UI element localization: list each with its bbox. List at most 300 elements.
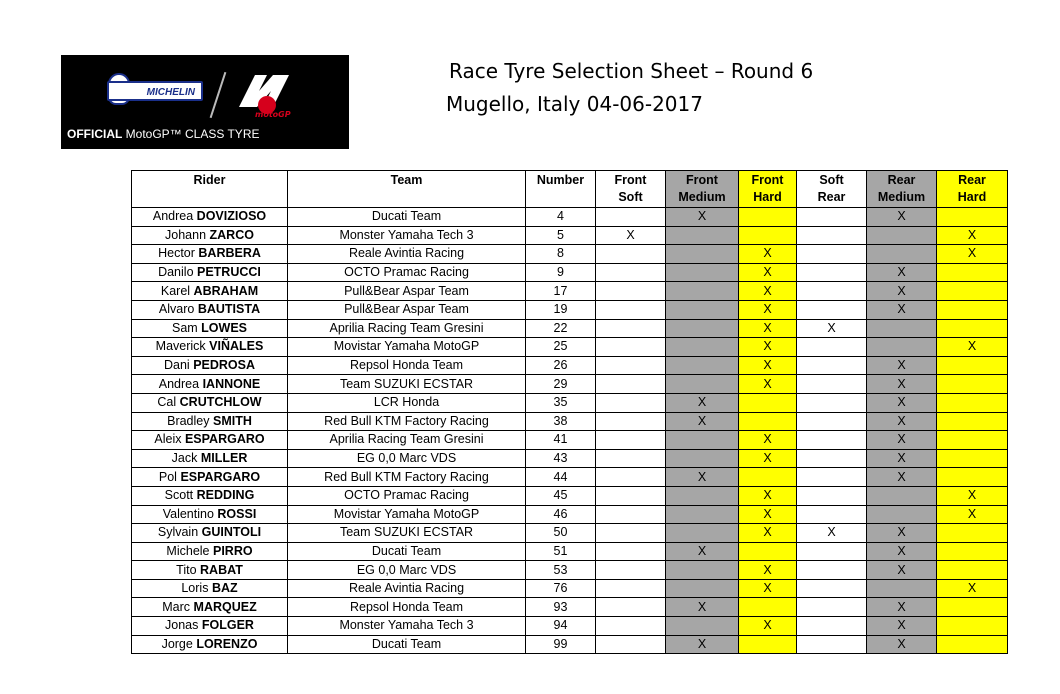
cell-number: 26 bbox=[526, 356, 596, 375]
cell-rear-medium: X bbox=[867, 300, 937, 319]
cell-front-hard bbox=[739, 412, 797, 431]
cell-front-hard: X bbox=[739, 356, 797, 375]
cell-soft-rear: X bbox=[797, 524, 867, 543]
rider-first-name: Dani bbox=[163, 358, 190, 373]
cell-rear-hard bbox=[937, 468, 1008, 487]
table-row bbox=[132, 226, 1008, 245]
cell-soft-rear bbox=[797, 300, 867, 319]
rider-first-name: Andrea bbox=[152, 209, 194, 224]
cell-soft-rear bbox=[797, 226, 867, 245]
cell-front-medium bbox=[666, 300, 739, 319]
cell-rider bbox=[132, 579, 288, 598]
cell-front-medium bbox=[666, 356, 739, 375]
cell-soft-rear bbox=[797, 431, 867, 450]
cell-team: LCR Honda bbox=[288, 393, 526, 412]
cell-team: Movistar Yamaha MotoGP bbox=[288, 505, 526, 524]
cell-number: 45 bbox=[526, 486, 596, 505]
cell-number: 9 bbox=[526, 263, 596, 282]
cell-rider bbox=[132, 542, 288, 561]
cell-front-soft bbox=[596, 431, 666, 450]
table-row bbox=[132, 598, 1008, 617]
cell-team: Ducati Team bbox=[288, 208, 526, 227]
cell-soft-rear bbox=[797, 375, 867, 394]
cell-number: 38 bbox=[526, 412, 596, 431]
cell-rear-hard bbox=[937, 263, 1008, 282]
table-row bbox=[132, 579, 1008, 598]
cell-soft-rear bbox=[797, 356, 867, 375]
table-row bbox=[132, 300, 1008, 319]
cell-front-medium: X bbox=[666, 393, 739, 412]
cell-rider bbox=[132, 300, 288, 319]
header-rear-medium: Rear Medium bbox=[867, 171, 937, 208]
tyre-selection-table bbox=[131, 170, 1008, 654]
cell-rider bbox=[132, 226, 288, 245]
rider-surname: BAUTISTA bbox=[197, 302, 261, 317]
cell-team: EG 0,0 Marc VDS bbox=[288, 449, 526, 468]
cell-front-soft bbox=[596, 598, 666, 617]
logo-divider bbox=[210, 72, 227, 118]
cell-front-soft bbox=[596, 319, 666, 338]
cell-rider bbox=[132, 598, 288, 617]
sheet-subtitle: Mugello, Italy 04-06-2017 bbox=[446, 92, 703, 116]
motogp-logo-icon bbox=[233, 67, 297, 119]
table-row bbox=[132, 542, 1008, 561]
cell-rear-medium: X bbox=[867, 431, 937, 450]
cell-number: 4 bbox=[526, 208, 596, 227]
cell-rear-medium: X bbox=[867, 617, 937, 636]
header-number: Number bbox=[526, 171, 596, 208]
cell-front-medium bbox=[666, 617, 739, 636]
cell-front-hard: X bbox=[739, 449, 797, 468]
cell-soft-rear bbox=[797, 505, 867, 524]
cell-front-hard bbox=[739, 468, 797, 487]
rider-first-name: Jack bbox=[171, 451, 198, 466]
cell-rear-medium: X bbox=[867, 449, 937, 468]
rider-first-name: Sylvain bbox=[157, 525, 199, 540]
cell-front-soft bbox=[596, 356, 666, 375]
cell-team: Repsol Honda Team bbox=[288, 356, 526, 375]
cell-rear-medium: X bbox=[867, 282, 937, 301]
rider-surname: MARQUEZ bbox=[193, 599, 257, 614]
cell-number: 43 bbox=[526, 449, 596, 468]
header-front-hard: Front Hard bbox=[739, 171, 797, 208]
table-row bbox=[132, 375, 1008, 394]
cell-rear-medium: X bbox=[867, 635, 937, 654]
cell-front-soft bbox=[596, 412, 666, 431]
cell-soft-rear bbox=[797, 449, 867, 468]
rider-surname: ROSSI bbox=[217, 506, 257, 521]
rider-surname: PETRUCCI bbox=[197, 265, 261, 280]
cell-soft-rear bbox=[797, 282, 867, 301]
rider-first-name: Maverick bbox=[155, 339, 206, 354]
cell-front-hard: X bbox=[739, 617, 797, 636]
table-row bbox=[132, 486, 1008, 505]
cell-rear-hard bbox=[937, 319, 1008, 338]
cell-rider bbox=[132, 282, 288, 301]
cell-number: 46 bbox=[526, 505, 596, 524]
table-row bbox=[132, 245, 1008, 264]
cell-rear-hard: X bbox=[937, 226, 1008, 245]
cell-front-hard bbox=[739, 208, 797, 227]
cell-soft-rear bbox=[797, 617, 867, 636]
cell-rear-medium: X bbox=[867, 561, 937, 580]
cell-rear-medium: X bbox=[867, 208, 937, 227]
cell-front-medium bbox=[666, 561, 739, 580]
cell-front-medium bbox=[666, 375, 739, 394]
rider-first-name: Jonas bbox=[165, 618, 199, 633]
cell-front-medium bbox=[666, 319, 739, 338]
rider-first-name: Marc bbox=[162, 599, 191, 614]
cell-front-hard bbox=[739, 598, 797, 617]
cell-rear-medium: X bbox=[867, 598, 937, 617]
cell-front-soft bbox=[596, 208, 666, 227]
cell-rider bbox=[132, 505, 288, 524]
cell-front-hard bbox=[739, 226, 797, 245]
rider-first-name: Loris bbox=[181, 581, 209, 596]
cell-front-soft bbox=[596, 300, 666, 319]
cell-rear-hard bbox=[937, 431, 1008, 450]
header-rider: Rider bbox=[132, 171, 288, 208]
cell-rear-medium bbox=[867, 226, 937, 245]
cell-front-medium: X bbox=[666, 208, 739, 227]
cell-soft-rear bbox=[797, 393, 867, 412]
cell-front-soft bbox=[596, 635, 666, 654]
rider-surname: ABRAHAM bbox=[193, 283, 259, 298]
rider-surname: ESPARGARO bbox=[184, 432, 265, 447]
header-front-soft: Front Soft bbox=[596, 171, 666, 208]
cell-soft-rear bbox=[797, 579, 867, 598]
cell-rear-hard bbox=[937, 617, 1008, 636]
cell-number: 25 bbox=[526, 338, 596, 357]
header-soft-rear: Soft Rear bbox=[797, 171, 867, 208]
rider-first-name: Hector bbox=[158, 246, 195, 261]
cell-front-medium bbox=[666, 226, 739, 245]
header-front-medium: Front Medium bbox=[666, 171, 739, 208]
rider-first-name: Valentino bbox=[162, 506, 214, 521]
cell-rear-medium bbox=[867, 579, 937, 598]
cell-front-soft bbox=[596, 542, 666, 561]
rider-surname: GUINTOLI bbox=[201, 525, 262, 540]
cell-number: 53 bbox=[526, 561, 596, 580]
cell-number: 51 bbox=[526, 542, 596, 561]
cell-front-soft: X bbox=[596, 226, 666, 245]
cell-team: Repsol Honda Team bbox=[288, 598, 526, 617]
cell-rear-hard bbox=[937, 561, 1008, 580]
cell-team: Monster Yamaha Tech 3 bbox=[288, 226, 526, 245]
cell-front-soft bbox=[596, 505, 666, 524]
cell-team: Aprilia Racing Team Gresini bbox=[288, 319, 526, 338]
cell-front-hard: X bbox=[739, 319, 797, 338]
cell-front-medium: X bbox=[666, 468, 739, 487]
cell-front-soft bbox=[596, 617, 666, 636]
cell-soft-rear bbox=[797, 486, 867, 505]
cell-soft-rear bbox=[797, 598, 867, 617]
cell-rear-hard bbox=[937, 282, 1008, 301]
cell-rear-hard bbox=[937, 356, 1008, 375]
rider-first-name: Karel bbox=[160, 283, 191, 298]
cell-front-soft bbox=[596, 393, 666, 412]
cell-front-medium: X bbox=[666, 412, 739, 431]
rider-first-name: Alvaro bbox=[158, 302, 195, 317]
cell-front-hard: X bbox=[739, 561, 797, 580]
rider-first-name: Jorge bbox=[161, 636, 193, 651]
table-row bbox=[132, 617, 1008, 636]
table-row bbox=[132, 356, 1008, 375]
cell-front-hard bbox=[739, 393, 797, 412]
sheet-title: Race Tyre Selection Sheet – Round 6 bbox=[449, 59, 814, 83]
cell-front-soft bbox=[596, 449, 666, 468]
cell-rear-hard bbox=[937, 449, 1008, 468]
cell-rider bbox=[132, 635, 288, 654]
cell-team: Ducati Team bbox=[288, 635, 526, 654]
cell-soft-rear: X bbox=[797, 319, 867, 338]
cell-soft-rear bbox=[797, 245, 867, 264]
cell-front-hard: X bbox=[739, 579, 797, 598]
cell-rear-hard: X bbox=[937, 505, 1008, 524]
cell-front-medium bbox=[666, 263, 739, 282]
table-row bbox=[132, 431, 1008, 450]
cell-number: 94 bbox=[526, 617, 596, 636]
rider-first-name: Andrea bbox=[158, 376, 200, 391]
cell-front-soft bbox=[596, 486, 666, 505]
cell-front-soft bbox=[596, 263, 666, 282]
cell-rider bbox=[132, 431, 288, 450]
cell-rear-medium bbox=[867, 486, 937, 505]
cell-soft-rear bbox=[797, 263, 867, 282]
rider-first-name: Tito bbox=[176, 562, 197, 577]
rider-first-name: Danilo bbox=[158, 265, 194, 280]
cell-rear-medium bbox=[867, 245, 937, 264]
table-row bbox=[132, 468, 1008, 487]
cell-number: 41 bbox=[526, 431, 596, 450]
rider-surname: REDDING bbox=[196, 488, 255, 503]
table-row bbox=[132, 635, 1008, 654]
cell-rear-hard: X bbox=[937, 486, 1008, 505]
rider-surname: LORENZO bbox=[196, 636, 258, 651]
logo-tagline bbox=[67, 127, 259, 141]
cell-front-hard bbox=[739, 635, 797, 654]
cell-soft-rear bbox=[797, 208, 867, 227]
cell-front-soft bbox=[596, 245, 666, 264]
cell-number: 22 bbox=[526, 319, 596, 338]
cell-team: Ducati Team bbox=[288, 542, 526, 561]
table-row bbox=[132, 524, 1008, 543]
cell-team: Reale Avintia Racing bbox=[288, 245, 526, 264]
cell-front-hard: X bbox=[739, 431, 797, 450]
cell-rider bbox=[132, 486, 288, 505]
cell-front-medium bbox=[666, 449, 739, 468]
cell-front-soft bbox=[596, 524, 666, 543]
cell-front-medium bbox=[666, 486, 739, 505]
cell-front-medium bbox=[666, 505, 739, 524]
cell-front-soft bbox=[596, 468, 666, 487]
cell-number: 17 bbox=[526, 282, 596, 301]
cell-rider bbox=[132, 338, 288, 357]
cell-front-hard bbox=[739, 542, 797, 561]
rider-surname: DOVIZIOSO bbox=[196, 209, 267, 224]
cell-rider bbox=[132, 245, 288, 264]
rider-first-name: Sam bbox=[171, 320, 198, 335]
cell-number: 50 bbox=[526, 524, 596, 543]
cell-rear-medium: X bbox=[867, 393, 937, 412]
cell-soft-rear bbox=[797, 412, 867, 431]
cell-front-medium bbox=[666, 524, 739, 543]
table-row bbox=[132, 338, 1008, 357]
cell-front-hard: X bbox=[739, 338, 797, 357]
cell-rear-medium: X bbox=[867, 356, 937, 375]
rider-first-name: Aleix bbox=[154, 432, 182, 447]
cell-front-medium: X bbox=[666, 542, 739, 561]
cell-team: Reale Avintia Racing bbox=[288, 579, 526, 598]
table-row bbox=[132, 208, 1008, 227]
cell-rear-hard: X bbox=[937, 245, 1008, 264]
cell-front-hard: X bbox=[739, 282, 797, 301]
cell-number: 8 bbox=[526, 245, 596, 264]
cell-rear-medium: X bbox=[867, 524, 937, 543]
cell-front-hard: X bbox=[739, 375, 797, 394]
cell-front-medium bbox=[666, 338, 739, 357]
cell-front-hard: X bbox=[739, 524, 797, 543]
cell-rear-medium bbox=[867, 338, 937, 357]
rider-surname: PEDROSA bbox=[193, 358, 256, 373]
cell-soft-rear bbox=[797, 468, 867, 487]
rider-first-name: Scott bbox=[164, 488, 194, 503]
cell-team: OCTO Pramac Racing bbox=[288, 263, 526, 282]
cell-rider bbox=[132, 356, 288, 375]
cell-team: Aprilia Racing Team Gresini bbox=[288, 431, 526, 450]
table-row bbox=[132, 561, 1008, 580]
rider-surname: FOLGER bbox=[201, 618, 254, 633]
cell-rear-medium: X bbox=[867, 412, 937, 431]
rider-surname: ESPARGARO bbox=[180, 469, 261, 484]
cell-team: Red Bull KTM Factory Racing bbox=[288, 468, 526, 487]
cell-front-hard: X bbox=[739, 245, 797, 264]
cell-rider bbox=[132, 375, 288, 394]
cell-number: 76 bbox=[526, 579, 596, 598]
cell-front-medium: X bbox=[666, 635, 739, 654]
cell-front-medium bbox=[666, 431, 739, 450]
cell-rider bbox=[132, 393, 288, 412]
cell-number: 99 bbox=[526, 635, 596, 654]
cell-rear-hard bbox=[937, 635, 1008, 654]
cell-rear-medium bbox=[867, 505, 937, 524]
cell-rider bbox=[132, 208, 288, 227]
cell-number: 29 bbox=[526, 375, 596, 394]
cell-rear-hard bbox=[937, 524, 1008, 543]
table-body bbox=[132, 208, 1008, 654]
cell-team: Monster Yamaha Tech 3 bbox=[288, 617, 526, 636]
cell-rear-hard bbox=[937, 412, 1008, 431]
cell-number: 19 bbox=[526, 300, 596, 319]
cell-soft-rear bbox=[797, 635, 867, 654]
table-row bbox=[132, 319, 1008, 338]
cell-rider bbox=[132, 561, 288, 580]
rider-surname: BARBERA bbox=[198, 246, 261, 261]
cell-rear-hard bbox=[937, 393, 1008, 412]
cell-rider bbox=[132, 449, 288, 468]
cell-team: Team SUZUKI ECSTAR bbox=[288, 524, 526, 543]
cell-rider bbox=[132, 468, 288, 487]
cell-soft-rear bbox=[797, 542, 867, 561]
rider-surname: LOWES bbox=[201, 320, 248, 335]
cell-rider bbox=[132, 617, 288, 636]
cell-front-hard: X bbox=[739, 486, 797, 505]
cell-team: EG 0,0 Marc VDS bbox=[288, 561, 526, 580]
cell-front-hard: X bbox=[739, 300, 797, 319]
motogp-wordmark: motoGP bbox=[255, 110, 291, 119]
cell-rear-hard: X bbox=[937, 579, 1008, 598]
cell-front-soft bbox=[596, 561, 666, 580]
cell-front-soft bbox=[596, 338, 666, 357]
rider-surname: BAZ bbox=[211, 581, 238, 596]
cell-team: Pull&Bear Aspar Team bbox=[288, 282, 526, 301]
logo-tagline-bold: OFFICIAL bbox=[67, 127, 123, 141]
cell-front-medium: X bbox=[666, 598, 739, 617]
cell-rear-hard bbox=[937, 598, 1008, 617]
cell-team: Movistar Yamaha MotoGP bbox=[288, 338, 526, 357]
table-row bbox=[132, 282, 1008, 301]
cell-rear-hard bbox=[937, 208, 1008, 227]
cell-number: 35 bbox=[526, 393, 596, 412]
cell-number: 5 bbox=[526, 226, 596, 245]
rider-first-name: Cal bbox=[157, 395, 177, 410]
cell-rear-medium: X bbox=[867, 375, 937, 394]
cell-front-soft bbox=[596, 282, 666, 301]
cell-rider bbox=[132, 263, 288, 282]
cell-front-soft bbox=[596, 579, 666, 598]
rider-surname: MILLER bbox=[200, 451, 248, 466]
cell-rear-medium bbox=[867, 319, 937, 338]
rider-surname: ZARCO bbox=[209, 227, 254, 242]
logo-tagline-rest: MotoGP™ CLASS TYRE bbox=[122, 127, 260, 141]
cell-rear-hard bbox=[937, 375, 1008, 394]
cell-front-hard: X bbox=[739, 505, 797, 524]
cell-rider bbox=[132, 412, 288, 431]
rider-surname: IANNONE bbox=[202, 376, 261, 391]
rider-surname: RABAT bbox=[200, 562, 243, 577]
cell-team: Red Bull KTM Factory Racing bbox=[288, 412, 526, 431]
cell-team: Team SUZUKI ECSTAR bbox=[288, 375, 526, 394]
cell-number: 93 bbox=[526, 598, 596, 617]
cell-front-medium bbox=[666, 245, 739, 264]
cell-team: OCTO Pramac Racing bbox=[288, 486, 526, 505]
header-team: Team bbox=[288, 171, 526, 208]
rider-first-name: Michele bbox=[166, 543, 210, 558]
cell-rear-hard bbox=[937, 300, 1008, 319]
cell-rider bbox=[132, 524, 288, 543]
table-row bbox=[132, 505, 1008, 524]
table-row bbox=[132, 393, 1008, 412]
rider-surname: VIÑALES bbox=[209, 339, 264, 354]
rider-surname: PIRRO bbox=[212, 543, 253, 558]
cell-team: Pull&Bear Aspar Team bbox=[288, 300, 526, 319]
cell-soft-rear bbox=[797, 561, 867, 580]
cell-rider bbox=[132, 319, 288, 338]
michelin-wordmark: MICHELIN bbox=[107, 81, 203, 101]
table-header-row bbox=[132, 171, 1008, 208]
table-row bbox=[132, 412, 1008, 431]
rider-first-name: Johann bbox=[165, 227, 207, 242]
cell-number: 44 bbox=[526, 468, 596, 487]
cell-rear-hard: X bbox=[937, 338, 1008, 357]
cell-front-soft bbox=[596, 375, 666, 394]
table-row bbox=[132, 449, 1008, 468]
header-rear-hard: Rear Hard bbox=[937, 171, 1008, 208]
rider-first-name: Bradley bbox=[167, 413, 210, 428]
cell-rear-medium: X bbox=[867, 468, 937, 487]
cell-front-medium bbox=[666, 282, 739, 301]
rider-surname: CRUTCHLOW bbox=[179, 395, 262, 410]
